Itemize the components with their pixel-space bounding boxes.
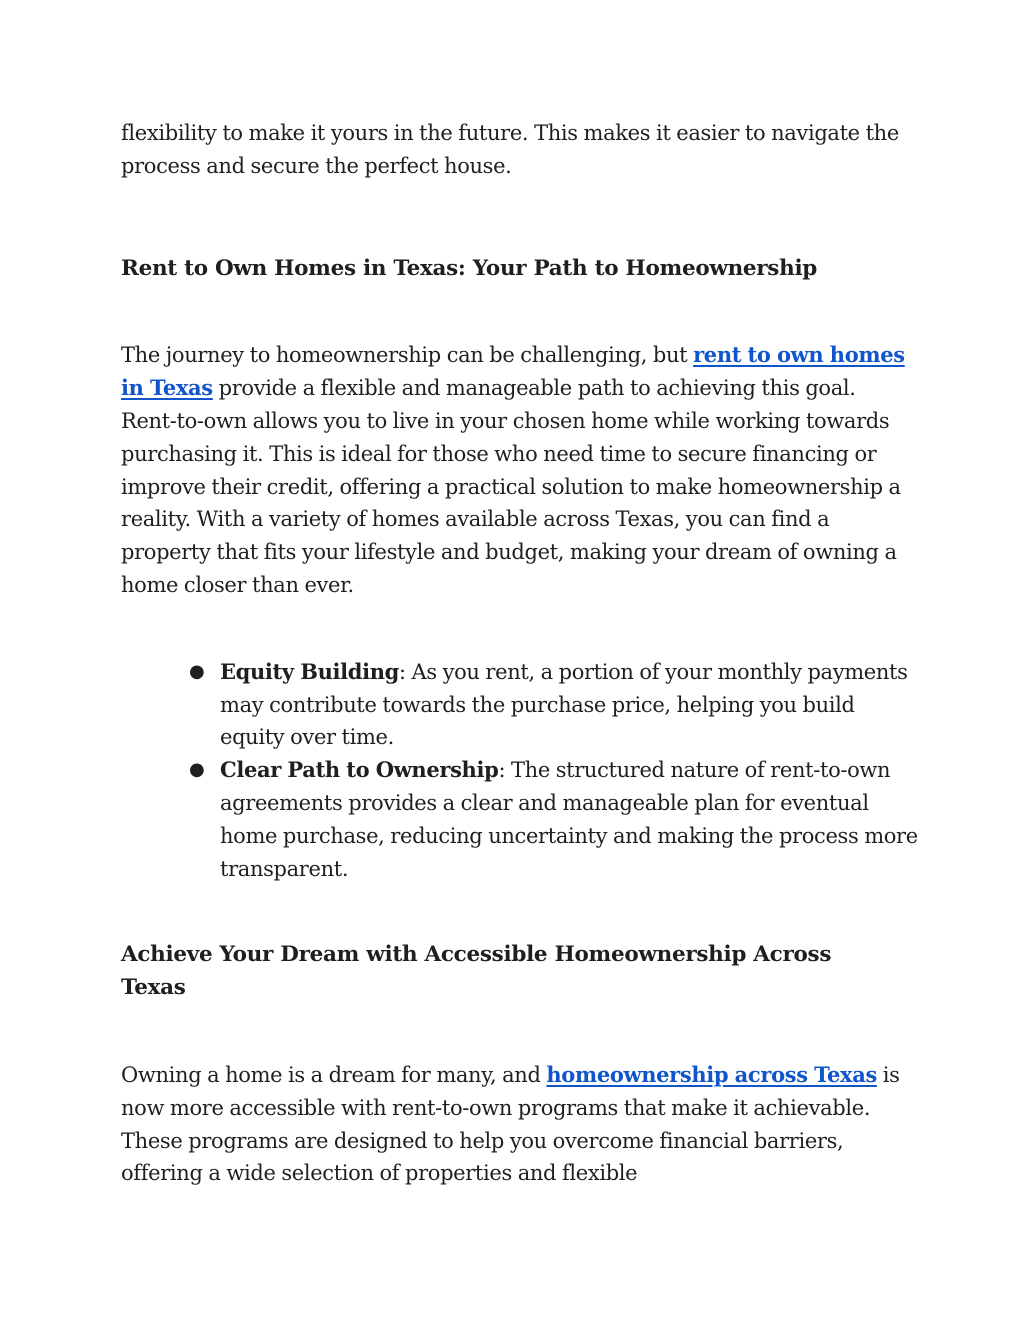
list-item-equity-building [189, 656, 920, 754]
bullet-text: : The structured nature of rent-to-own agreements provides a clear and manageable plan for eventual home purchase, reducing uncertainty and making the process more transparent. [220, 758, 918, 881]
journey-paragraph [121, 339, 911, 601]
list-item-clear-path [189, 754, 920, 885]
owning-text-before-link: Owning a home is a dream for many, and [121, 1062, 547, 1087]
bullet-icon: ● [189, 660, 205, 682]
section-heading-achieve-dream: Achieve Your Dream with Accessible Homeownership Across Texas [121, 942, 832, 1001]
bullet-icon: ● [189, 759, 205, 781]
homeownership-across-texas-link[interactable]: homeownership across Texas [546, 1061, 877, 1087]
document-page [121, 117, 918, 1190]
owning-paragraph [121, 1059, 911, 1190]
rent-to-own-homes-link[interactable]: rent to own homes in Texas [121, 342, 905, 401]
bullet-text: : As you rent, a portion of your monthly payments may contribute towards the purchase price, helping you build equity over time. [220, 659, 908, 750]
bullet-term: Clear Path to Ownership [220, 757, 499, 783]
section-heading-rent-to-own: Rent to Own Homes in Texas: Your Path to Homeownership [121, 255, 818, 281]
bullet-term: Equity Building [220, 658, 399, 684]
intro-paragraph: flexibility to make it yours in the future. This makes it easier to navigate the process and secure the perfect house. [121, 121, 899, 178]
benefits-list [189, 656, 920, 886]
journey-text-before-link: The journey to homeownership can be challenging, but [121, 343, 694, 368]
owning-text-after-link: is now more accessible with rent-to-own programs that make it achievable. These programs are designed to help you overcome financial barriers, offering a wide selection of properties and flexible [121, 1062, 900, 1186]
journey-text-after-link: provide a flexible and manageable path to achieving this goal. Rent-to-own allows you to live in your chosen home while working towards purchasing it. This is ideal for those who need time to secure financing or improve their credit, offering a practical solution to make homeownership a reality. With a variety of homes available across Texas, you can find a property that fits your lifestyle and budget, making your dream of owning a home closer than ever. [121, 376, 901, 597]
